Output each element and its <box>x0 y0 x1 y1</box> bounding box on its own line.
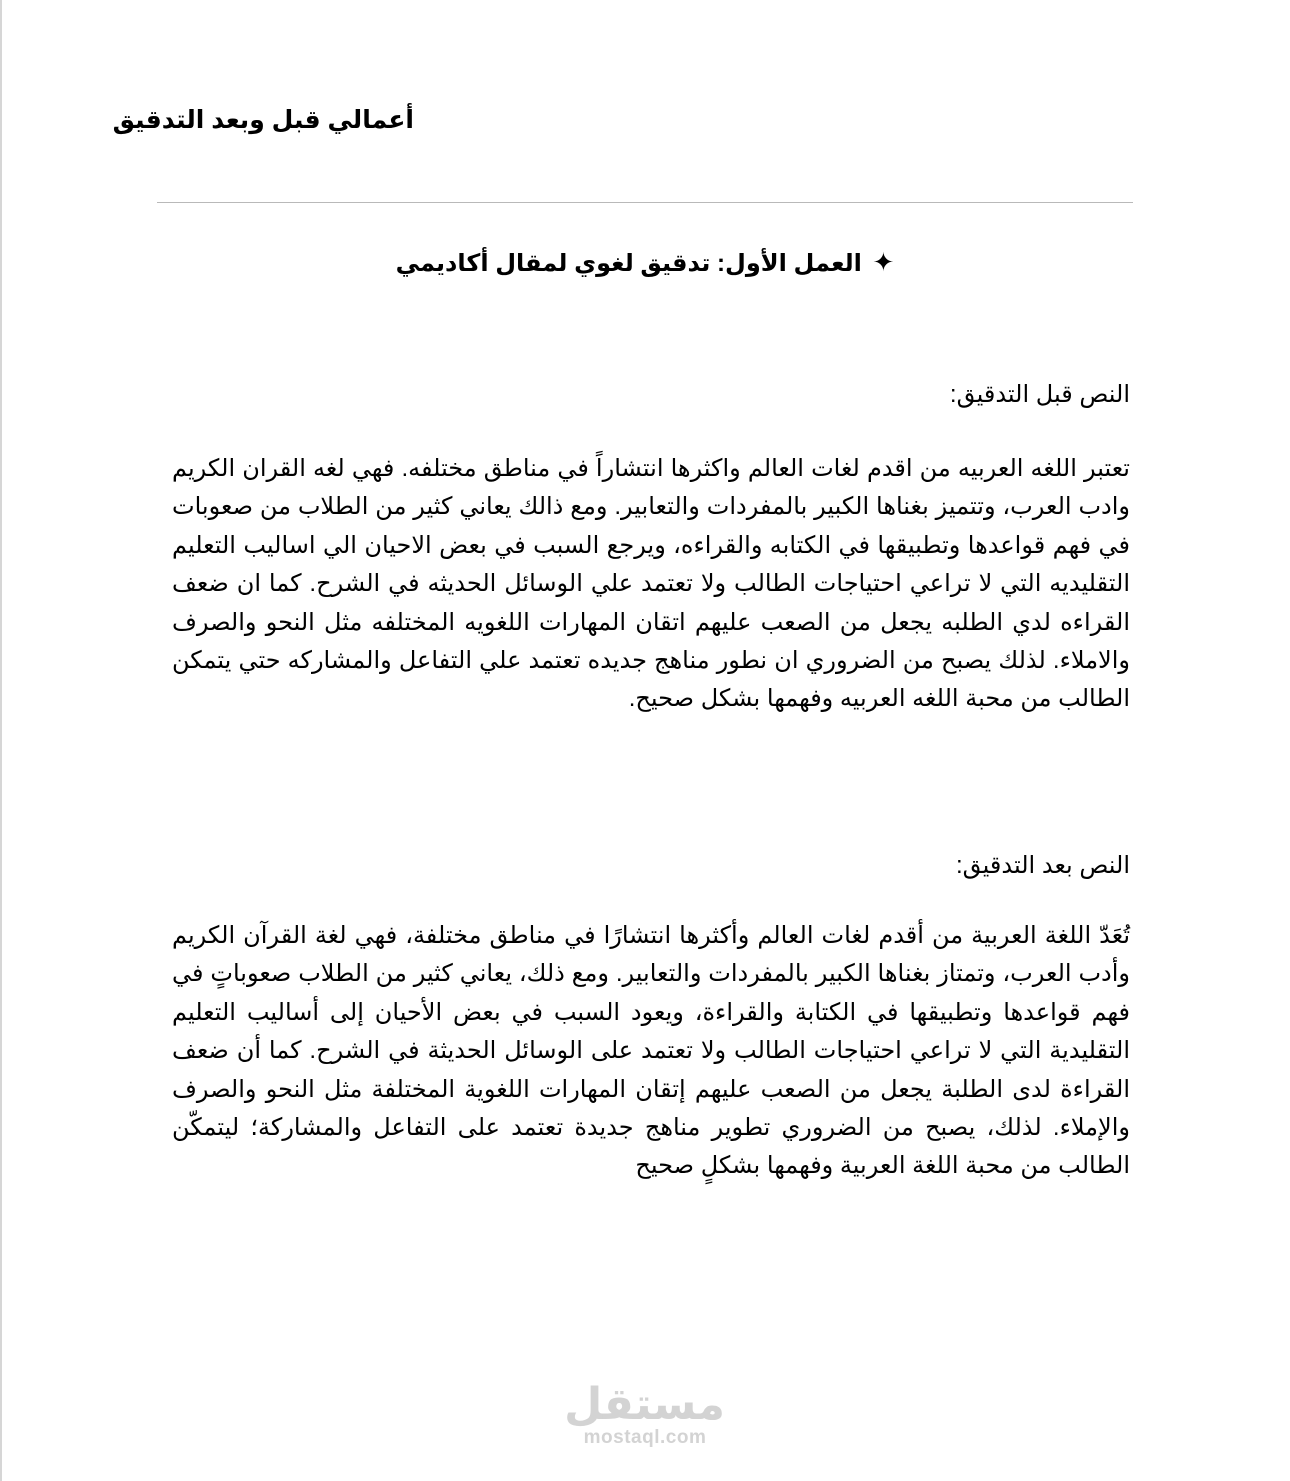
page-left-edge <box>0 0 2 1481</box>
before-proofreading-label: النص قبل التدقيق: <box>949 381 1130 408</box>
after-proofreading-text: تُعَدّ اللغة العربية من أقدم لغات العالم وأكثرها انتشارًا في مناطق مختلفة، فهي لغة القرآن الكريم وأدب العرب، وتمتاز بغناها الكبير بالمفردات والتعابير. ومع ذلك، يعاني كثير من الطلاب صعوباتٍ في فهم قواعدها وتطبيقها في الكتابة والقراءة، ويعود السبب في بعض الأحيان إلى أساليب التعليم التقليدية التي لا تراعي احتياجات الطالب ولا تعتمد على الوسائل الحديثة في الشرح. كما أن ضعف القراءة لدى الطلبة يجعل من الصعب عليهم إتقان المهارات اللغوية المختلفة مثل النحو والصرف والإملاء. لذلك، يصبح من الضروري تطوير مناهج جديدة تعتمد على التفاعل والمشاركة؛ ليتمكّن الطالب من محبة اللغة العربية وفهمها بشكلٍ صحيح <box>172 922 1130 1180</box>
after-proofreading-label: النص بعد التدقيق: <box>955 852 1130 879</box>
watermark-domain: mostaql.com <box>583 1427 707 1448</box>
four-point-star-icon: ✦ <box>872 247 895 277</box>
document-title: أعمالي قبل وبعد التدقيق <box>112 106 414 134</box>
work-heading-text: العمل الأول: تدقيق لغوي لمقال أكاديمي <box>395 250 862 277</box>
mostaql-watermark <box>565 1382 725 1448</box>
work-heading <box>0 247 1290 278</box>
watermark-arabic-logo: مستقل <box>564 1380 725 1429</box>
horizontal-divider <box>157 202 1133 203</box>
before-proofreading-text: تعتبر اللغه العربيه من اقدم لغات العالم واكثرها انتشاراً في مناطق مختلفه. فهي لغه القران الكريم وادب العرب، وتتميز بغناها الكبير بالمفردات والتعابير. ومع ذالك يعاني كثير من الطلاب من صعوبات في فهم قواعدها وتطبيقها في الكتابه والقراءه، ويرجع السبب في بعض الاحيان الي اساليب التعليم التقليديه التي لا تراعي احتياجات الطالب ولا تعتمد علي الوسائل الحديثه في الشرح. كما ان ضعف القراءه لدي الطلبه يجعل من الصعب عليهم اتقان المهارات اللغويه المختلفه مثل النحو والصرف والاملاء. لذلك يصبح من الضروري ان نطور مناهج جديده تعتمد علي التفاعل والمشاركه حتي يتمكن الطالب من محبة اللغه العربيه وفهمها بشكل صحيح. <box>172 455 1130 713</box>
